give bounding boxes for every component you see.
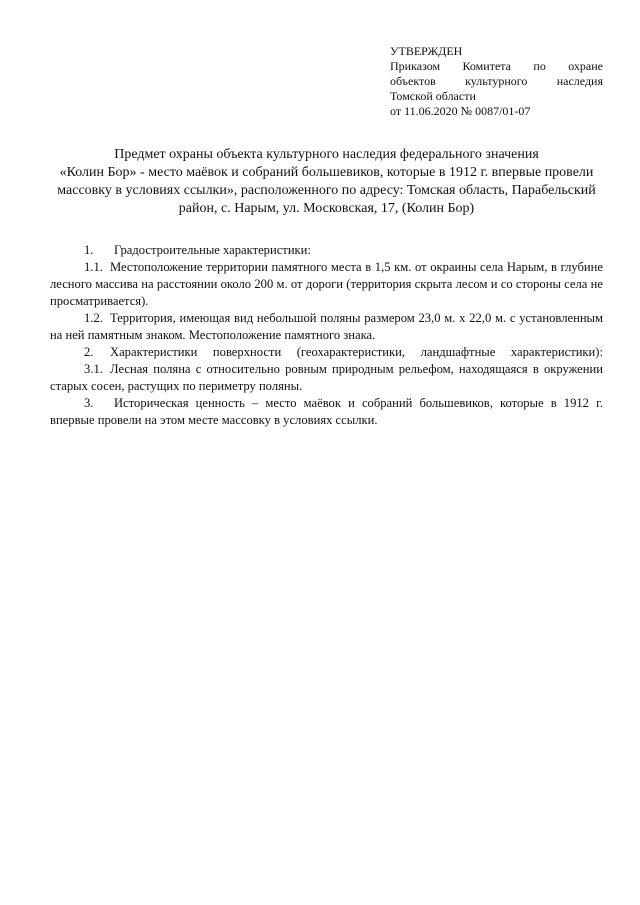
title-line: район, с. Нарым, ул. Московская, 17, (Колин Бор) — [178, 201, 475, 216]
section-text: Лесная поляна с относительно ровным природным рельефом, находящаяся в окружении старых сосен, растущих по периметру поляны. — [50, 362, 603, 393]
section-number: 1.1. — [84, 260, 103, 274]
section-number: 3. — [84, 396, 94, 410]
document-body — [50, 242, 603, 429]
section-number: 1.2. — [84, 311, 103, 325]
section-paragraph — [50, 242, 603, 259]
document-title — [50, 146, 603, 218]
section-text: Историческая ценность – место маёвок и собраний большевиков, которые в 1912 г. впервые провели на этом месте массовку в условиях ссылки. — [50, 396, 603, 427]
section-paragraph — [50, 361, 603, 395]
section-paragraph — [50, 259, 603, 310]
section-text: Характеристики поверхности (геохарактеристики, ландшафтные характеристики): — [110, 345, 603, 359]
approval-block — [390, 44, 603, 119]
title-line: массовку в условиях ссылки», расположенного по адресу: Томская область, Парабельский — [57, 183, 596, 198]
section-paragraph — [50, 310, 603, 344]
section-number: 2. — [84, 345, 94, 359]
section-paragraph — [50, 395, 603, 429]
approval-region-line: Томской области — [390, 89, 476, 103]
title-line: «Колин Бор» - место маёвок и собраний большевиков, которые в 1912 г. впервые провели — [59, 165, 594, 180]
approval-committee-line: объектов культурного наследия — [390, 74, 603, 88]
section-text: Местоположение территории памятного места в 1,5 км. от окраины села Нарым, в глубине лесного массива на расстоянии около 200 м. от дороги (территория скрыта лесом и со стороны села не просматривается). — [50, 260, 603, 308]
section-number: 3.1. — [84, 362, 103, 376]
section-paragraph — [50, 344, 603, 361]
approval-order-line: Приказом Комитета по охране — [390, 59, 603, 73]
section-text: Территория, имеющая вид небольшой поляны размером 23,0 м. x 22,0 м. с установленным на ней памятным знаком. Местоположение памятного знака. — [50, 311, 603, 342]
title-line: Предмет охраны объекта культурного наследия федерального значения — [114, 147, 539, 162]
section-number: 1. — [84, 243, 94, 257]
approval-heading: УТВЕРЖДЕН — [390, 44, 463, 58]
section-text: Градостроительные характеристики: — [114, 243, 311, 257]
approval-date-number: от 11.06.2020 № 0087/01-07 — [390, 104, 531, 118]
